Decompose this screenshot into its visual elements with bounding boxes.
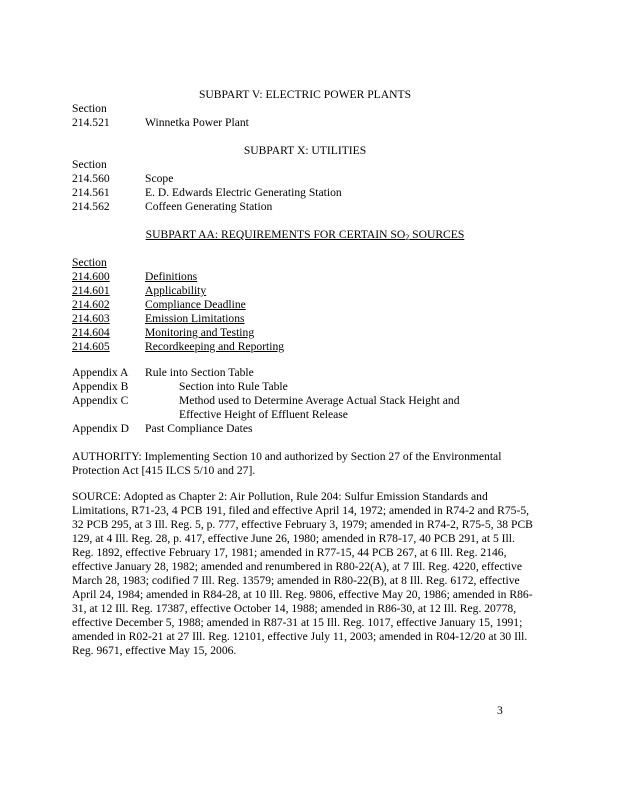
- subpart-x-heading: SUBPART X: UTILITIES: [243, 144, 367, 157]
- section-title: Recordkeeping and Reporting: [145, 340, 285, 353]
- subpart-x: [72, 144, 538, 214]
- section-number: 214.602: [72, 298, 110, 311]
- section-title: Winnetka Power Plant: [145, 116, 249, 129]
- subpart-v: [72, 88, 538, 130]
- section-title: Coffeen Generating Station: [145, 200, 273, 213]
- subpart-v-heading: SUBPART V: ELECTRIC POWER PLANTS: [198, 88, 412, 101]
- appendix-label: Appendix A: [72, 366, 129, 379]
- section-row: [72, 172, 538, 186]
- section-row: [72, 340, 538, 354]
- section-title: E. D. Edwards Electric Generating Station: [145, 186, 342, 199]
- section-row: [72, 326, 538, 340]
- appendix-title: Section into Rule Table: [179, 380, 288, 393]
- appendix-row: [72, 366, 538, 380]
- section-title: Applicability: [145, 284, 207, 297]
- section-row: [72, 298, 538, 312]
- section-number: 214.521: [72, 116, 110, 129]
- section-number: 214.601: [72, 284, 110, 297]
- appendix-label: Appendix D: [72, 422, 129, 435]
- appendix-row-continued: [72, 408, 538, 422]
- section-row: [72, 312, 538, 326]
- section-number: 214.560: [72, 172, 110, 185]
- source-note: SOURCE: Adopted as Chapter 2: Air Pollution, Rule 204: Sulfur Emission Standards and Limitations, R71-23, 4 PCB 191, filed and effective April 14, 1972; amended in R74-2 and R75-5, 32 PCB 295, at 3 Ill. Reg. 5, p. 777, effective February 3, 1979; amended in R74-2, R75-5, 38 PCB 129, at 4 Ill. Reg. 28, p. 417, effective June 26, 1980; amended in R78-17, 40 PCB 291, at 5 Ill. Reg. 1892, effective February 17, 1981; amended in R77-15, 44 PCB 267, at 6 Ill. Reg. 2146, effective January 28, 1982; amended and renumbered in R80-22(A), at 7 Ill. Reg. 4220, effective March 28, 1983; codified 7 Ill. Reg. 13579; amended in R80-22(B), at 8 Ill. Reg. 6172, effective April 24, 1984; amended in R84-28, at 10 Ill. Reg. 9806, effective May 20, 1986; amended in R86-31, at 12 Ill. Reg. 17387, effective October 14, 1988; amended in R86-30, at 12 Ill. Reg. 20778, effective December 5, 1988; amended in R87-31 at 15 Ill. Reg. 1017, effective January 15, 1991; amended in R02-21 at 27 Ill. Reg. 12101, effective July 11, 2003; amended in R04-12/20 at 30 Ill. Reg. 9671, effective May 15, 2006.: [72, 490, 533, 657]
- section-number: 214.603: [72, 312, 110, 325]
- section-number: 214.561: [72, 186, 110, 199]
- appendix-row: [72, 422, 538, 436]
- section-number: 214.605: [72, 340, 110, 353]
- section-title: Compliance Deadline: [145, 298, 246, 311]
- section-label: Section: [72, 256, 107, 269]
- section-row: [72, 270, 538, 284]
- page-number: 3: [497, 704, 503, 717]
- section-title: Scope: [145, 172, 174, 185]
- appendix-list: [72, 366, 538, 436]
- section-row: [72, 116, 538, 130]
- appendix-title: Method used to Determine Average Actual Stack Height and: [179, 394, 460, 407]
- section-label: Section: [72, 102, 107, 115]
- appendix-label: Appendix B: [72, 380, 129, 393]
- section-row: [72, 186, 538, 200]
- section-row: [72, 284, 538, 298]
- appendix-title: Rule into Section Table: [145, 366, 254, 379]
- subpart-aa-heading: SUBPART AA: REQUIREMENTS FOR CERTAIN $SO_2$ SOURCES: [145, 228, 465, 242]
- subpart-aa-sections: [72, 256, 538, 354]
- appendix-title: Past Compliance Dates: [145, 422, 253, 435]
- appendix-row: [72, 380, 538, 394]
- section-label: Section: [72, 158, 107, 171]
- section-title: Monitoring and Testing: [145, 326, 255, 339]
- section-title: Emission Limitations: [145, 312, 245, 325]
- section-title: Definitions: [145, 270, 198, 283]
- section-number: 214.600: [72, 270, 110, 283]
- section-row: [72, 200, 538, 214]
- appendix-label: Appendix C: [72, 394, 129, 407]
- subpart-aa: [72, 228, 538, 245]
- section-number: 214.604: [72, 326, 110, 339]
- section-number: 214.562: [72, 200, 110, 213]
- appendix-title-continued: Effective Height of Effluent Release: [179, 408, 348, 421]
- authority-note: AUTHORITY: Implementing Section 10 and authorized by Section 27 of the Environmental Protection Act [415 ILCS 5/10 and 27].: [72, 450, 502, 477]
- appendix-row: [72, 394, 538, 408]
